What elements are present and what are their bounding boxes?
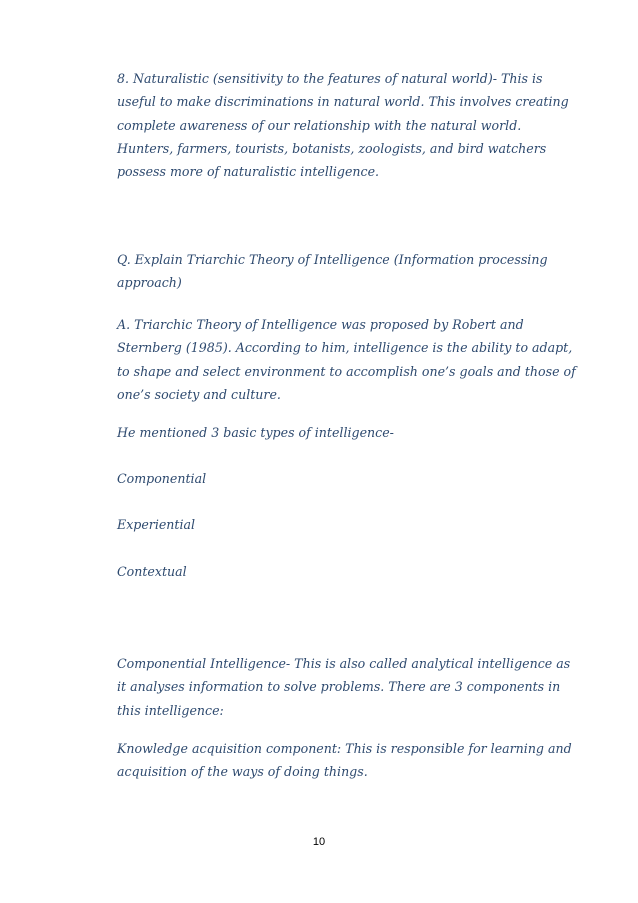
page-number: 10 xyxy=(312,836,326,848)
type-componential: Componential xyxy=(117,471,207,486)
text-line: Knowledge acquisition component: This is responsible for learning and xyxy=(117,741,572,756)
text-line: A. Triarchic Theory of Intelligence was proposed by Robert and xyxy=(117,317,524,332)
text-line: this intelligence: xyxy=(117,702,224,718)
text-line: Hunters, farmers, tourists, botanists, zoologists, and bird watchers xyxy=(117,140,547,156)
naturalistic-paragraph xyxy=(117,67,567,183)
type-contextual: Contextual xyxy=(117,564,187,579)
text-line: approach) xyxy=(117,275,182,291)
text-line: 8. Naturalistic (sensitivity to the features of natural world)- This is xyxy=(117,71,543,86)
componential-paragraph xyxy=(117,652,571,722)
text-line: Componential Intelligence- This is also called analytical intelligence as xyxy=(117,656,571,671)
text-line: possess more of naturalistic intelligence. xyxy=(117,164,380,180)
text-line: Sternberg (1985). According to him, intelligence is the ability to adapt, xyxy=(117,340,573,356)
text-line: to shape and select environment to accomplish one’s goals and those of xyxy=(117,363,576,379)
text-line: one’s society and culture. xyxy=(117,386,281,402)
question-paragraph xyxy=(117,248,567,295)
types-intro: He mentioned 3 basic types of intelligence- xyxy=(117,425,394,440)
knowledge-paragraph xyxy=(117,737,572,784)
text-line: acquisition of the ways of doing things. xyxy=(117,764,368,780)
text-line: complete awareness of our relationship with the natural world. xyxy=(117,117,522,133)
type-experiential: Experiential xyxy=(117,517,196,532)
text-line: useful to make discriminations in natural world. This involves creating xyxy=(117,94,569,110)
text-line: it analyses information to solve problems. There are 3 components in xyxy=(117,679,561,695)
text-line: Q. Explain Triarchic Theory of Intelligence (Information processing xyxy=(117,252,548,267)
answer-paragraph xyxy=(117,313,576,406)
